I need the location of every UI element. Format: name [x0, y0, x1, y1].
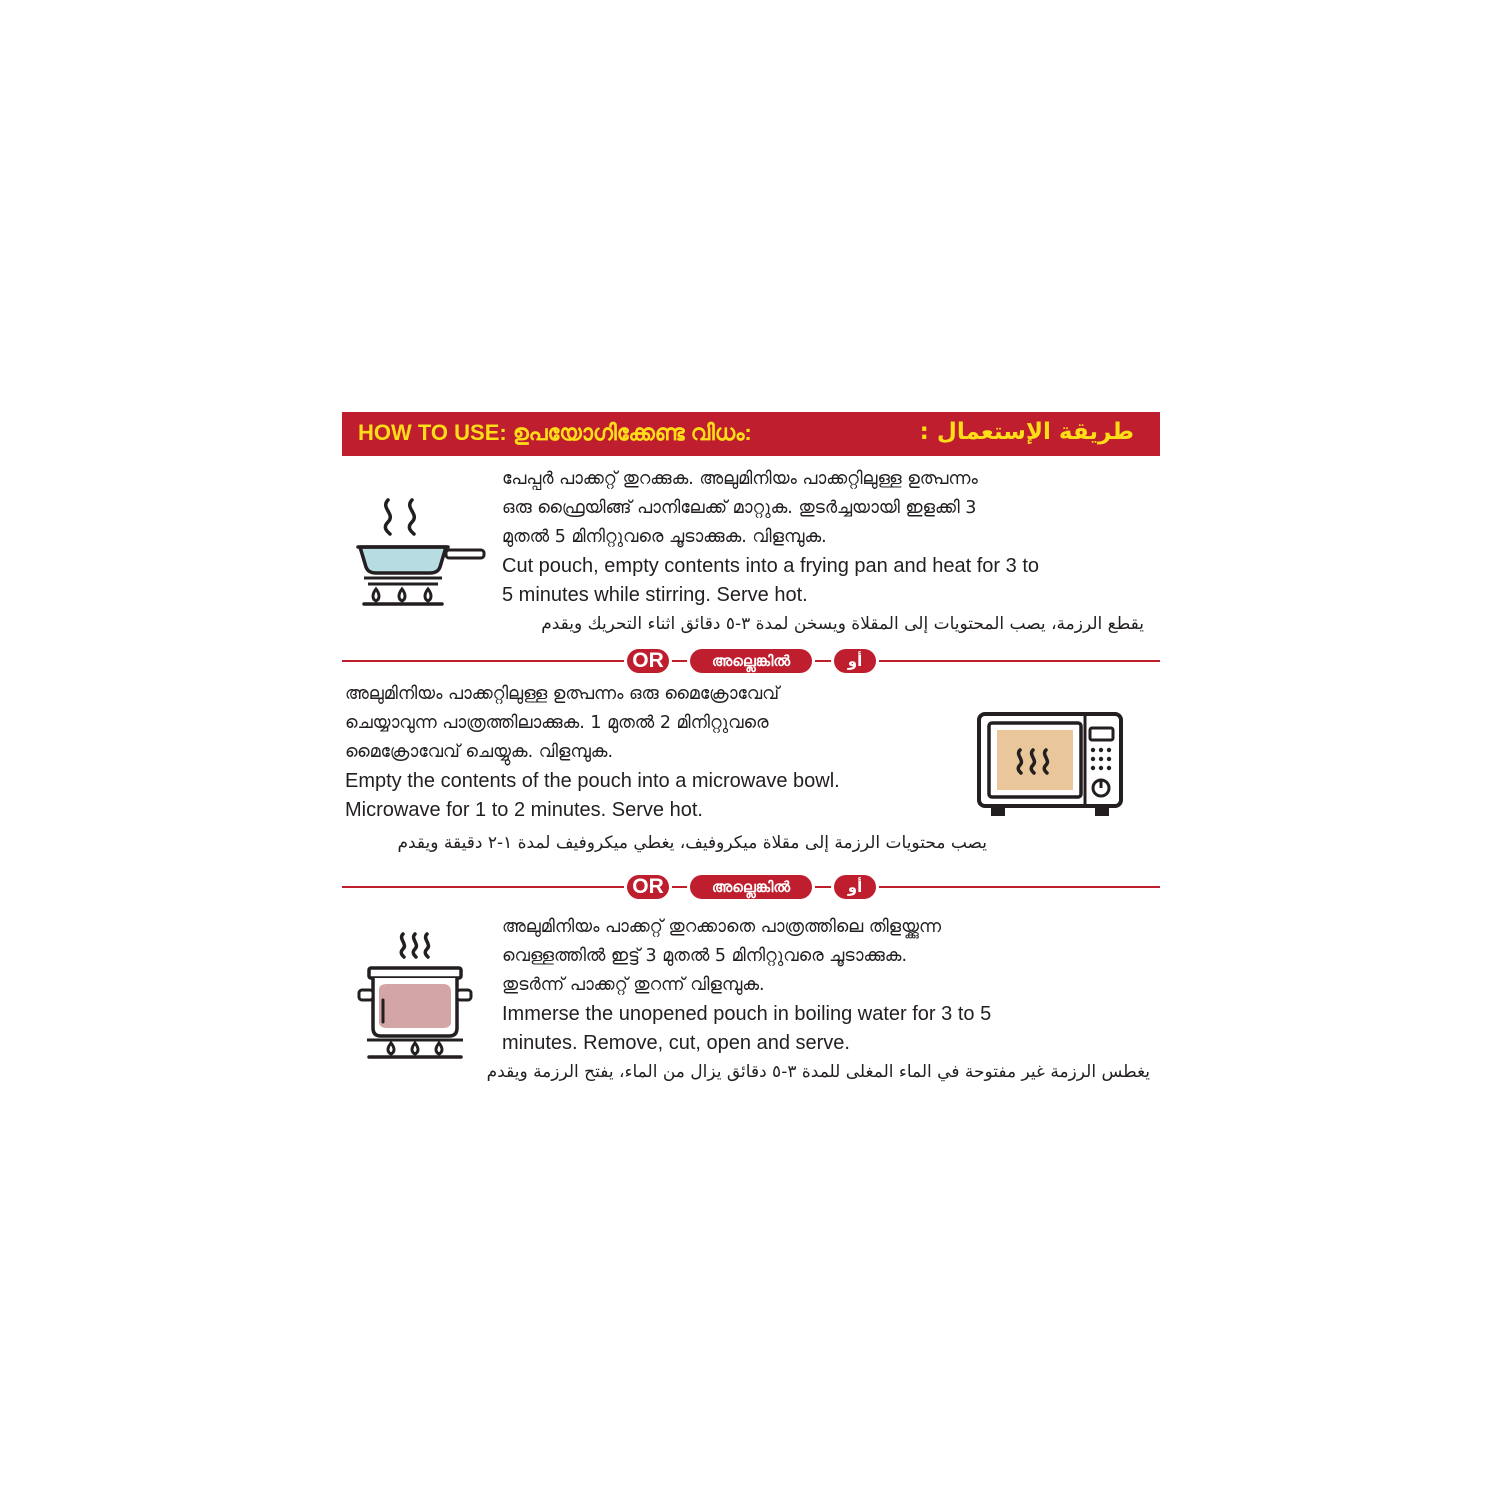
boil-ml-line-3: തുടർന്ന് പാക്കറ്റ് തുറന്ന് വിളമ്പുക.: [502, 975, 765, 995]
pan-ml-line-1: പേപ്പർ പാക്കറ്റ് തുറക്കുക. അലുമിനിയം പാക്കറ്റിലുള്ള ഉത്പന്നം: [502, 469, 978, 489]
boil-ml-line-2: വെള്ളത്തിൽ ഇട്ട് 3 മുതൽ 5 മിനിറ്റുവരെ ചൂടാക്കുക.: [502, 946, 908, 966]
microwave-ar-line: يصب محتويات الرزمة إلى مقلاة ميكروفيف، يغطي ميكروفيف لمدة ١-٢ دقيقة ويقدم: [397, 833, 987, 853]
pan-ar-line: يقطع الرزمة، يصب المحتويات إلى المقلاة ويسخن لمدة ٣-٥ دقائق اثناء التحريك ويقدم: [541, 614, 1144, 634]
boiling-pot-icon: [355, 930, 475, 1060]
pan-ml-line-2: ഒരു ഫ്രൈയിങ്ങ് പാനിലേക്ക് മാറ്റുക. തുടർച്ചയായി ഇളക്കി 3: [502, 498, 977, 518]
header-bar: [342, 412, 1160, 456]
or-badge-ml-1: അല്ലെങ്കിൽ: [690, 649, 812, 673]
boil-method-text: [486, 913, 1150, 1087]
microwave-ml-line-3: മൈക്രോവേവ് ചെയ്യുക. വിളമ്പുക.: [345, 742, 614, 762]
or-badge-en-2: OR: [627, 875, 669, 899]
microwave-icon: [975, 710, 1125, 820]
boil-en-line-2: minutes. Remove, cut, open and serve.: [502, 1032, 850, 1054]
boil-ml-line-1: അലുമിനിയം പാക്കറ്റ് തുറക്കാതെ പാത്രത്തിലെ തിളയ്ക്കുന്ന: [502, 917, 942, 937]
header-title: HOW TO USE: ഉപയോഗിക്കേണ്ട വിധം:: [358, 420, 752, 445]
frying-pan-on-stove-icon: [350, 495, 490, 610]
or-badge-ml-2: അല്ലെങ്കിൽ: [690, 875, 812, 899]
pan-en-line-2: 5 minutes while stirring. Serve hot.: [502, 584, 808, 606]
pan-method-text: [502, 465, 1144, 639]
microwave-en-line-2: Microwave for 1 to 2 minutes. Serve hot.: [345, 799, 703, 821]
or-badge-ar-1: أو: [834, 649, 876, 673]
boil-ar-line: يغطس الرزمة غير مفتوحة في الماء المغلى للمدة ٣-٥ دقائق يزال من الماء، يفتح الرزمة ويقدم: [486, 1062, 1150, 1082]
microwave-ml-line-1: അലുമിനിയം പാക്കറ്റിലുള്ള ഉത്പന്നം ഒരു മൈക്രോവേവ്: [345, 684, 780, 704]
or-badge-en-1: OR: [627, 649, 669, 673]
boil-en-line-1: Immerse the unopened pouch in boiling water for 3 to 5: [502, 1003, 992, 1025]
microwave-en-line-1: Empty the contents of the pouch into a microwave bowl.: [345, 770, 840, 792]
microwave-ml-line-2: ചെയ്യാവുന്ന പാത്രത്തിലാക്കുക. 1 മുതൽ 2 മിനിറ്റുവരെ: [345, 713, 769, 733]
or-badge-ar-2: أو: [834, 875, 876, 899]
pan-ml-line-3: മുതൽ 5 മിനിറ്റുവരെ ചൂടാക്കുക. വിളമ്പുക.: [502, 527, 827, 547]
header-title-arabic: طريقة الإستعمال :: [919, 419, 1134, 445]
microwave-method-text: [345, 680, 987, 858]
pan-en-line-1: Cut pouch, empty contents into a frying pan and heat for 3 to: [502, 555, 1040, 577]
